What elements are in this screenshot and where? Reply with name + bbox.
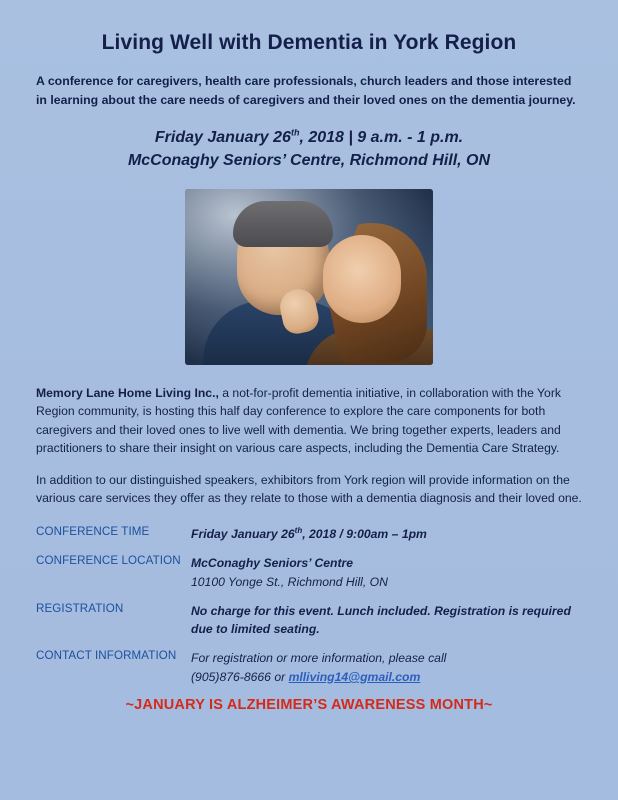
detail-row-conference-location — [36, 554, 582, 591]
detail-label: CONFERENCE LOCATION — [36, 554, 181, 568]
photo-woman-head — [323, 235, 401, 323]
detail-row-contact-information — [36, 649, 582, 686]
detail-value-prefix: Friday January 26 — [191, 527, 295, 541]
event-date-suffix: , 2018 | 9 a.m. - 1 p.m. — [299, 129, 464, 147]
organization-name: Memory Lane Home Living Inc., — [36, 385, 219, 400]
intro-paragraph — [36, 384, 582, 458]
detail-value — [191, 525, 582, 543]
event-date-prefix: Friday January 26 — [154, 129, 291, 147]
event-date-ordinal: th — [290, 127, 300, 138]
photo-man-hair — [233, 201, 333, 247]
detail-value-address: 10100 Yonge St., Richmond Hill, ON — [191, 574, 388, 589]
detail-value-suffix: , 2018 / 9:00am – 1pm — [302, 527, 427, 541]
intro-paragraph-text: a not-for-profit dementia initiative, in collaboration with the York Region community, is hosting this half day conference to explore the care components for both caregivers and their loved ones to live well with dementia. We bring together experts, leaders and practitioners to share their insight on various care aspects, including the Dementia Care Strategy. — [36, 385, 561, 456]
awareness-month-banner: ~JANUARY IS ALZHEIMER’S AWARENESS MONTH~ — [125, 697, 493, 714]
detail-label: CONTACT INFORMATION — [36, 649, 177, 663]
detail-value-ordinal: th — [294, 525, 303, 535]
detail-value — [191, 554, 582, 591]
photo-container — [36, 189, 582, 365]
detail-value — [191, 649, 582, 686]
detail-label: CONFERENCE TIME — [36, 524, 150, 538]
detail-value-prefix: McConaghy Seniors’ Centre — [191, 556, 354, 571]
page-title: Living Well with Dementia in York Region — [101, 31, 517, 54]
event-venue: McConaghy Seniors’ Centre, Richmond Hill, ON — [127, 152, 491, 170]
contact-phone: (905)876-8666 — [191, 669, 271, 684]
conference-photo — [185, 189, 433, 365]
event-datetime — [36, 126, 582, 149]
detail-value: No charge for this event. Lunch included. Registration is required due to limited seating. — [191, 603, 571, 637]
contact-line: For registration or more information, please call — [191, 651, 447, 666]
details-list — [36, 525, 582, 686]
contact-email-link[interactable]: mlliving14@gmail.com — [288, 669, 421, 684]
detail-row-registration — [36, 602, 582, 639]
detail-label: REGISTRATION — [36, 601, 124, 615]
contact-conjunction: or — [270, 669, 289, 684]
detail-row-conference-time — [36, 525, 582, 543]
flyer-subtitle: A conference for caregivers, health care professionals, church leaders and those interested in learning about the care needs of caregivers and their loved ones on the dementia journey. — [36, 74, 576, 108]
exhibitors-paragraph: In addition to our distinguished speakers, exhibitors from York region will provide information on the various care services they offer as they relate to those with a dementia diagnosis and their loved one. — [36, 472, 582, 506]
